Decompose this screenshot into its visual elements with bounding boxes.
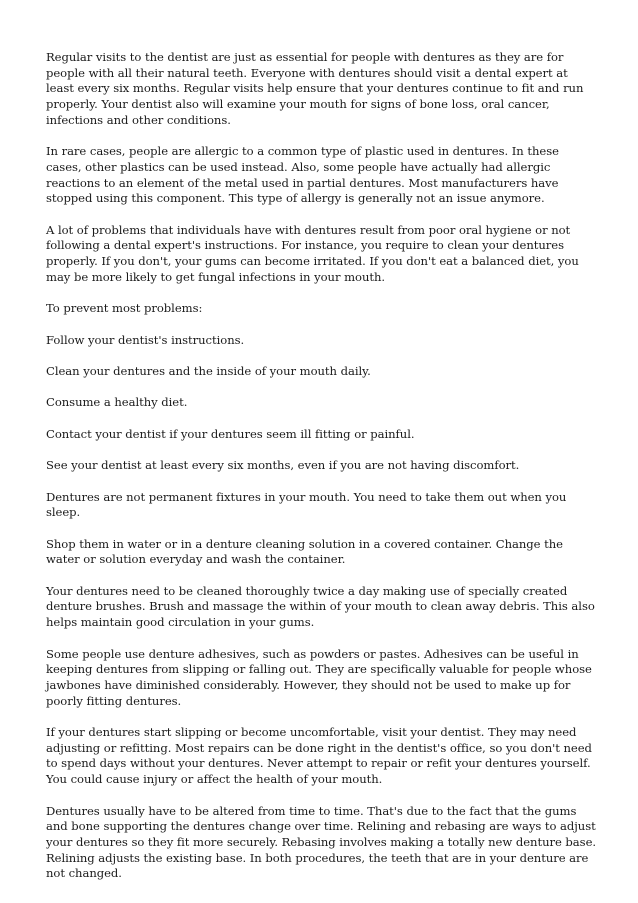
paragraph-clean-daily: Clean your dentures and the inside of your mouth daily. xyxy=(46,363,371,378)
document-page xyxy=(46,50,596,898)
paragraph-store-in-water: Shop them in water or in a denture cleaning solution in a covered container. Change the water or solution everyday and wash the container. xyxy=(46,536,563,567)
paragraph-allergies: In rare cases, people are allergic to a common type of plastic used in dentures. In these cases, other plastics can be used instead. Also, some people have actually had allergic reactions to an element of the metal used in partial dentures. Most manufacturers have stopped using this component. This type of allergy is generally not an issue anymore. xyxy=(46,144,559,206)
paragraph-healthy-diet: Consume a healthy diet. xyxy=(46,395,188,410)
paragraph-relining-rebasing: Dentures usually have to be altered from time to time. That's due to the fact that the gums and bone supporting the dentures change over time. Relining and rebasing are ways to adjust your dentures so they fit more securely. Rebasing involves making a totally new denture base. Relining adjusts the existing base. In both procedures, the teeth that are in your denture are not changed. xyxy=(46,803,597,881)
paragraph-six-months: See your dentist at least every six months, even if you are not having discomfort. xyxy=(46,458,520,473)
paragraph-follow-instructions: Follow your dentist's instructions. xyxy=(46,332,245,347)
paragraph-contact-dentist: Contact your dentist if your dentures seem ill fitting or painful. xyxy=(46,426,415,441)
paragraph-adhesives: Some people use denture adhesives, such as powders or pastes. Adhesives can be useful in keeping dentures from slipping or falling out. They are specifically valuable for people whose jawbones have diminished considerably. However, they should not be used to make up for poorly fitting dentures. xyxy=(46,646,592,708)
paragraph-prevent-intro: To prevent most problems: xyxy=(46,301,203,316)
paragraph-cleaning-brushes: Your dentures need to be cleaned thoroughly twice a day making use of specially created denture brushes. Brush and massage the within of your mouth to clean away debris. This also helps maintain good circulation in your gums. xyxy=(46,583,595,630)
paragraph-slipping-repairs: If your dentures start slipping or become uncomfortable, visit your dentist. They may need adjusting or refitting. Most repairs can be done right in the dentist's office, so you don't need to spend days without your dentures. Never attempt to repair or refit your dentures yourself. You could cause injury or affect the health of your mouth. xyxy=(46,725,592,787)
paragraph-regular-visits: Regular visits to the dentist are just as essential for people with dentures as they are for people with all their natural teeth. Everyone with dentures should visit a dental expert at least every six months. Regular visits help ensure that your dentures continue to fit and run properly. Your dentist also will examine your mouth for signs of bone loss, oral cancer, infections and other conditions. xyxy=(46,50,584,127)
paragraph-not-permanent: Dentures are not permanent fixtures in your mouth. You need to take them out when you sleep. xyxy=(46,489,567,520)
paragraph-hygiene-problems: A lot of problems that individuals have with dentures result from poor oral hygiene or not following a dental expert's instructions. For instance, you require to clean your dentures properly. If you don't, your gums can become irritated. If you don't eat a balanced diet, you may be more likely to get fungal infections in your mouth. xyxy=(46,222,579,284)
